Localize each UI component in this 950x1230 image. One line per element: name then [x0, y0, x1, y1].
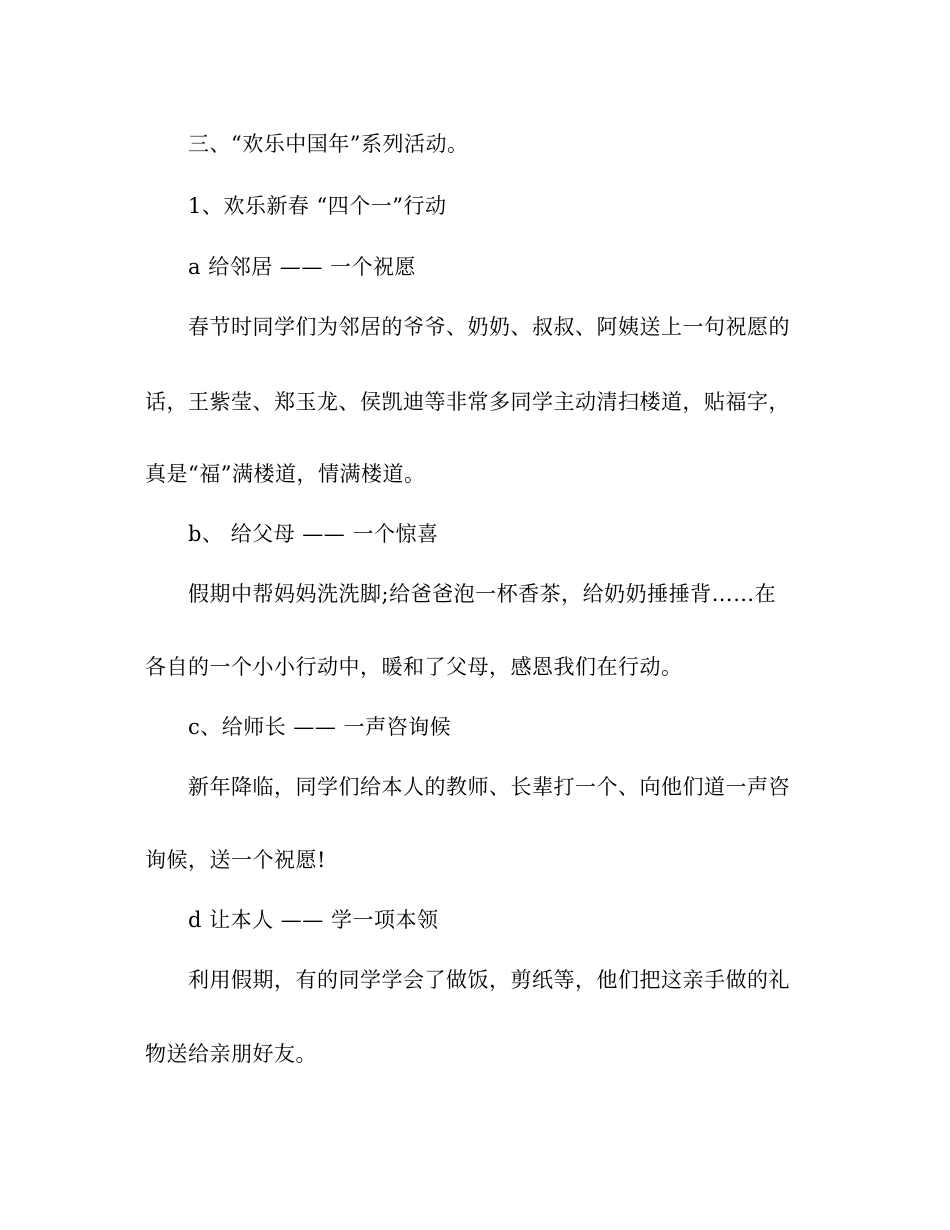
subsection-heading: 1、欢乐新春 “四个一”行动	[188, 194, 447, 218]
item-c-body-line-2: 询候，送一个祝愿!	[145, 848, 326, 872]
item-b-body-line-1: 假期中帮妈妈洗洗脚;给爸爸泡一杯香茶，给奶奶捶捶背……在	[188, 582, 777, 606]
item-a-body-line-3: 真是“福”满楼道，情满楼道。	[145, 462, 426, 486]
item-b-heading: b、 给父母 —— 一个惊喜	[188, 522, 439, 546]
item-a-heading: a 给邻居 —— 一个祝愿	[188, 255, 417, 279]
item-a-body-line-1: 春节时同学们为邻居的爷爷、奶奶、叔叔、阿姨送上一句祝愿的	[188, 315, 790, 339]
item-d-body-line-2: 物送给亲朋好友。	[145, 1042, 317, 1066]
item-c-heading: c、给师长 —— 一声咨询候	[188, 715, 452, 739]
item-b-body-line-2: 各自的一个小小行动中，暖和了父母，感恩我们在行动。	[145, 655, 683, 679]
item-c-body-line-1: 新年降临，同学们给本人的教师、长辈打一个、向他们道一声咨	[188, 775, 790, 799]
item-d-body-line-1: 利用假期，有的同学学会了做饭，剪纸等，他们把这亲手做的礼	[188, 968, 790, 992]
item-d-heading: d 让本人 —— 学一项本领	[188, 908, 439, 932]
item-a-body-line-2: 话，王紫莹、郑玉龙、侯凯迪等非常多同学主动清扫楼道，贴福字，	[145, 390, 790, 414]
section-heading: 三、“欢乐中国年”系列活动。	[188, 132, 469, 156]
